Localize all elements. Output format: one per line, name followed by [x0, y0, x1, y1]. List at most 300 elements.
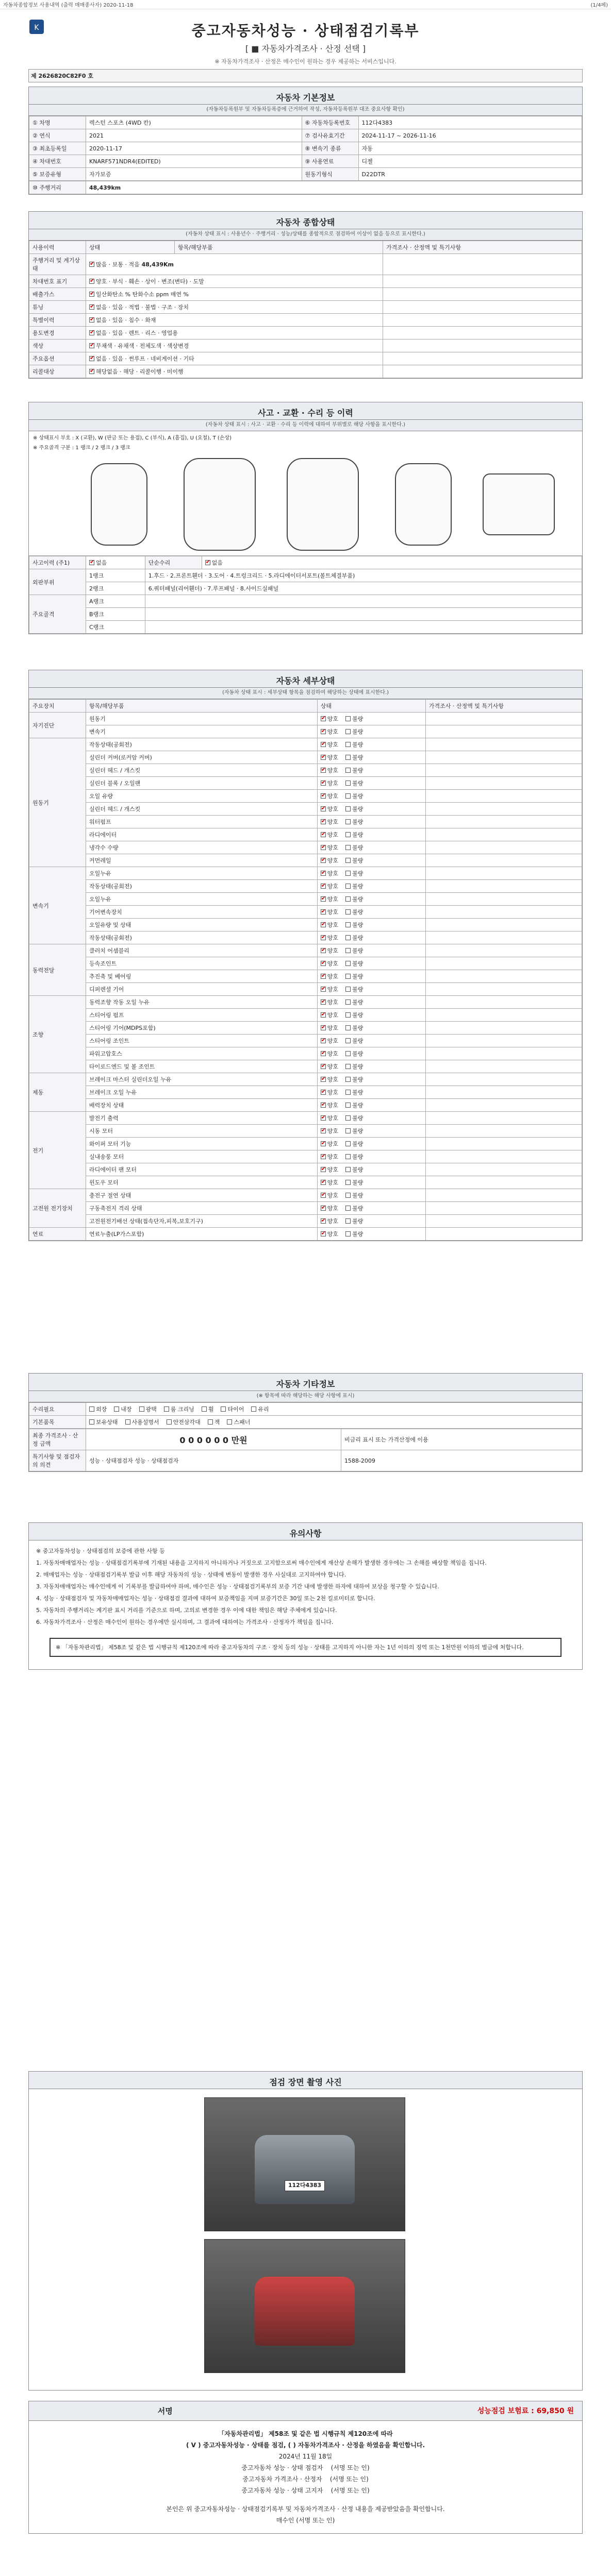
notice-paragraph: 6. 자동차가격조사 · 산정은 매수인이 원하는 경우에만 실시하며, 그 결과에 대하여는 가격조사 · 산정자가 책임을 집니다.	[36, 1619, 334, 1625]
detail-table	[29, 699, 582, 1241]
car-rear-view	[483, 473, 555, 535]
summary-note	[383, 314, 582, 327]
summary-row	[29, 352, 582, 365]
summary-value	[86, 301, 383, 314]
basic-value: 2020-11-17	[86, 142, 302, 155]
others-option	[139, 1405, 157, 1413]
state-option	[345, 882, 363, 890]
state-label: 양호	[327, 909, 339, 916]
basic-value: 112다4383	[358, 116, 582, 129]
state-label: 양호	[327, 844, 339, 851]
photos-section	[28, 2071, 583, 2391]
detail-item: 변속기	[86, 725, 318, 738]
state-label: 불량	[352, 1076, 364, 1083]
state-label: 불량	[352, 1089, 364, 1096]
detail-header: 상태	[317, 700, 425, 713]
detail-item: 스티어링 기어(MDPS포함)	[86, 1022, 318, 1035]
detail-group: 전기	[29, 1112, 86, 1189]
detail-state	[317, 1125, 425, 1138]
detail-note	[425, 816, 582, 828]
checkbox	[89, 1406, 94, 1412]
accident-section	[28, 402, 583, 634]
checkbox	[321, 806, 326, 811]
state-label: 불량	[352, 1012, 364, 1019]
basic-value: 렉스턴 스포츠 (4WD 칸)	[86, 116, 302, 129]
detail-row	[29, 816, 582, 828]
detail-state	[317, 764, 425, 777]
summary-label: 차대번호 표기	[29, 275, 86, 288]
others-option	[164, 1405, 194, 1413]
state-label: 양호	[327, 754, 339, 761]
detail-item: 실린더 블록 / 오일팬	[86, 777, 318, 790]
state-label: 양호	[327, 1141, 339, 1147]
price-table: 최종 가격조사 · 산정 금액 0 0 0 0 0 0 만원 비금리 표시 또는 가격산정에 이용 특기사항 및 점검자의 의견 성능 · 상태점검자 성능 · 상태점검자 1588-2009	[29, 1429, 582, 1471]
state-label: 양호	[327, 986, 339, 993]
checkbox	[167, 1419, 172, 1425]
detail-header: 가격조사 · 산정액 및 특기사항	[425, 700, 582, 713]
detail-item: 동력조향 작동 오일 누유	[86, 996, 318, 1009]
detail-state	[317, 957, 425, 970]
basic-info-sub: (자동차등록원부 및 자동차등록증에 근거하여 작성, 자동차등록원부 대조 중요사항 확인)	[29, 105, 582, 116]
detail-note	[425, 1163, 582, 1176]
detail-state	[317, 725, 425, 738]
state-option	[345, 831, 363, 839]
summary-label: 배출가스	[29, 288, 86, 301]
checkbox	[345, 819, 351, 824]
detail-row	[29, 1125, 582, 1138]
detail-group: 조향	[29, 996, 86, 1073]
detail-row	[29, 790, 582, 803]
summary-value	[86, 254, 383, 275]
checkbox	[321, 961, 326, 966]
detail-item: 작동상태(공회전)	[86, 738, 318, 751]
detail-item: 실린더 커버(로커암 커버)	[86, 751, 318, 764]
mileage-value: 48,439km	[86, 181, 582, 194]
state-option	[321, 1011, 338, 1019]
summary-row	[29, 340, 582, 352]
state-label: 양호	[327, 960, 339, 967]
state-label: 불량	[352, 1102, 364, 1109]
checkbox	[345, 1206, 351, 1211]
state-option	[321, 792, 338, 800]
checkbox	[345, 793, 351, 799]
state-option	[321, 1127, 338, 1135]
insurance-fee: 성능점검 보험료 : 69,850 원	[477, 2407, 574, 2415]
state-label: 불량	[352, 806, 364, 812]
state-option	[321, 818, 338, 826]
detail-row	[29, 1112, 582, 1125]
state-option	[345, 1075, 363, 1083]
summary-note	[383, 275, 582, 288]
detail-note	[425, 1150, 582, 1163]
state-option	[321, 831, 338, 839]
summary-note	[383, 288, 582, 301]
detail-state	[317, 1047, 425, 1060]
state-label: 불량	[352, 1115, 364, 1122]
checkbox	[321, 1025, 326, 1030]
state-label: 양호	[327, 1038, 339, 1044]
detail-note	[425, 970, 582, 983]
summary-title: 자동차 종합상태	[29, 212, 582, 229]
detail-state	[317, 893, 425, 906]
state-option	[321, 779, 338, 787]
others-option	[89, 1405, 107, 1413]
detail-row	[29, 828, 582, 841]
summary-row	[29, 288, 582, 301]
state-label: 불량	[352, 780, 364, 787]
detail-row	[29, 919, 582, 931]
detail-sub: (자동차 상태 표시 : 세부상태 항목을 점검하여 해당하는 상태에 표시한다.)	[29, 688, 582, 699]
state-label: 양호	[327, 1166, 339, 1173]
detail-row	[29, 1009, 582, 1022]
detail-row	[29, 803, 582, 816]
detail-note	[425, 996, 582, 1009]
notice-paragraph: 2. 매매업자는 성능 · 상태점검기록부 발급 이후 해당 자동차의 성능 · 상태에 변동이 발생한 경우 사실대로 고지하여야 합니다.	[36, 1571, 346, 1578]
checkbox	[345, 1141, 351, 1146]
detail-note	[425, 841, 582, 854]
others-row	[29, 1403, 582, 1416]
state-option	[345, 1191, 363, 1199]
state-option	[321, 946, 338, 955]
state-label: 불량	[352, 1141, 364, 1147]
summary-table	[29, 241, 582, 378]
checkbox	[345, 1038, 351, 1043]
checkbox	[321, 1103, 326, 1108]
summary-label: 튜닝	[29, 301, 86, 314]
summary-text: 없음 · 있음 · 렌트 · 리스 · 영업용	[96, 330, 178, 336]
detail-group: 변속기	[29, 867, 86, 944]
summary-value	[86, 275, 383, 288]
state-option	[345, 1153, 363, 1161]
detail-item: 실내송풍 모터	[86, 1150, 318, 1163]
checkbox	[345, 781, 351, 786]
state-option	[345, 727, 363, 736]
state-label: 불량	[352, 909, 364, 916]
state-option	[321, 740, 338, 749]
state-option	[345, 843, 363, 852]
detail-row	[29, 1189, 582, 1202]
detail-state	[317, 854, 425, 867]
summary-row	[29, 327, 582, 340]
others-option	[227, 1418, 250, 1426]
checkbox	[89, 292, 94, 297]
detail-row	[29, 931, 582, 944]
others-label: 사용설명서	[131, 1419, 159, 1426]
basic-value: 2024-11-17 ~ 2026-11-16	[358, 129, 582, 142]
notice-paragraph: ※ 중고자동차성능 · 상태점검의 보증에 관한 사항 등	[36, 1548, 165, 1554]
basic-row	[29, 168, 582, 181]
state-label: 양호	[327, 1050, 339, 1057]
state-label: 양호	[327, 767, 339, 774]
detail-item: 추진축 및 베어링	[86, 970, 318, 983]
state-label: 양호	[327, 1128, 339, 1134]
others-label: 안전삼각대	[173, 1419, 201, 1426]
notice-paragraph: 4. 성능 · 상태점검자 및 자동차매매업자는 성능 · 상태점검 결과에 대하여 보증책임을 지며 보증기간은 30일 또는 2천 킬로미터로 합니다.	[36, 1595, 375, 1602]
print-header	[0, 0, 611, 9]
state-option	[345, 1062, 363, 1071]
state-option	[321, 869, 338, 877]
state-label: 양호	[327, 819, 339, 825]
detail-note	[425, 1125, 582, 1138]
detail-state	[317, 931, 425, 944]
checkbox	[321, 1090, 326, 1095]
print-header-left: 자동차종합정보 사용내역 (출력 매매종사자) 2020-11-18	[3, 3, 134, 8]
state-option	[345, 1165, 363, 1174]
summary-text: 일산화탄소 % 탄화수소 ppm 매연 %	[96, 291, 189, 298]
detail-note	[425, 1138, 582, 1150]
checkbox	[321, 781, 326, 786]
detail-note	[425, 919, 582, 931]
basic-row	[29, 142, 582, 155]
checkbox	[345, 871, 351, 876]
detail-state	[317, 1035, 425, 1047]
checkbox	[321, 1206, 326, 1211]
detail-row	[29, 1215, 582, 1228]
checkbox	[89, 262, 94, 267]
detail-row	[29, 906, 582, 919]
checkbox	[345, 806, 351, 811]
checkbox	[89, 356, 94, 361]
detail-item: 브레이크 오일 누유	[86, 1086, 318, 1099]
state-option	[345, 740, 363, 749]
detail-note	[425, 944, 582, 957]
state-option	[345, 1204, 363, 1212]
checkbox	[345, 1193, 351, 1198]
detail-state	[317, 777, 425, 790]
others-option	[114, 1405, 131, 1413]
detail-note	[425, 1202, 582, 1215]
basic-row	[29, 129, 582, 142]
summary-value	[86, 288, 383, 301]
checkbox	[345, 1115, 351, 1121]
detail-row	[29, 1035, 582, 1047]
detail-item: 윈도우 모터	[86, 1176, 318, 1189]
others-label: 휠	[208, 1406, 214, 1413]
basic-key: ① 차명	[29, 116, 86, 129]
detail-group: 자기진단	[29, 713, 86, 738]
state-option	[345, 998, 363, 1006]
detail-note	[425, 906, 582, 919]
state-label: 불량	[352, 1192, 364, 1199]
state-option	[321, 921, 338, 929]
state-label: 불량	[352, 870, 364, 877]
checkbox	[125, 1419, 130, 1425]
state-option	[321, 998, 338, 1006]
detail-row	[29, 764, 582, 777]
checkbox	[321, 768, 326, 773]
detail-note	[425, 1073, 582, 1086]
checkbox	[321, 1128, 326, 1133]
checkbox	[208, 1419, 213, 1425]
detail-item: 원동기	[86, 713, 318, 725]
svg-text:K: K	[34, 24, 39, 32]
summary-label: 용도변경	[29, 327, 86, 340]
accident-legend: ※ 상태표시 부호 : X (교환), W (판금 또는 용접), C (부식), A (흠집), U (요철), T (손상)	[33, 435, 232, 441]
detail-note	[425, 1112, 582, 1125]
state-label: 불량	[352, 1179, 364, 1186]
checkbox	[345, 1218, 351, 1224]
state-option	[321, 1075, 338, 1083]
others-option	[167, 1418, 201, 1426]
state-option	[321, 753, 338, 761]
basic-value: D22DTR	[358, 168, 582, 181]
others-option	[89, 1418, 118, 1426]
state-option	[321, 1140, 338, 1148]
detail-item: 라디에이터 팬 모터	[86, 1163, 318, 1176]
checkbox	[139, 1406, 144, 1412]
summary-header: 가격조사 · 산정액 및 특기사항	[383, 241, 582, 254]
state-option	[345, 805, 363, 813]
detail-note	[425, 1215, 582, 1228]
detail-state	[317, 1138, 425, 1150]
state-label: 불량	[352, 1205, 364, 1212]
others-label: 내장	[121, 1406, 132, 1413]
detail-row	[29, 1176, 582, 1189]
state-option	[345, 972, 363, 980]
detail-state	[317, 1150, 425, 1163]
state-label: 양호	[327, 883, 339, 890]
state-option	[345, 856, 363, 865]
buyer-sign: 매수인 (서명 또는 인)	[276, 2517, 335, 2524]
state-option	[321, 1178, 338, 1187]
state-option	[345, 869, 363, 877]
detail-state	[317, 828, 425, 841]
summary-section	[28, 211, 583, 379]
others-title: 자동차 기타정보	[29, 1374, 582, 1391]
summary-text: 무채색 · 유채색 · 전체도색 · 색상변경	[96, 343, 189, 349]
checkbox	[321, 819, 326, 824]
summary-header: 상태	[86, 241, 175, 254]
checkbox	[345, 1064, 351, 1069]
state-option	[321, 856, 338, 865]
state-label: 양호	[327, 1089, 339, 1096]
detail-item: 충전구 절연 상태	[86, 1189, 318, 1202]
state-option	[321, 934, 338, 942]
state-label: 양호	[327, 999, 339, 1006]
summary-label: 주행거리 및 계기상태	[29, 254, 86, 275]
others-option	[125, 1418, 159, 1426]
checkbox	[345, 1012, 351, 1018]
mileage-table	[29, 181, 582, 194]
state-option	[321, 843, 338, 852]
car-frame-view	[287, 458, 359, 551]
state-option	[345, 908, 363, 916]
checkbox	[345, 935, 351, 940]
basic-info-table	[29, 116, 582, 181]
state-option	[345, 1049, 363, 1058]
summary-sub: (자동차 상태 표시 : 사용년수 · 주행거리 · 성능/상태를 종합적으로 점검하여 이상이 없음 등으로 표시한다.)	[29, 229, 582, 241]
checkbox	[321, 832, 326, 837]
summary-text: 없음 · 있음 · 침수 · 화재	[96, 317, 156, 324]
checkbox	[345, 716, 351, 721]
checkbox	[227, 1419, 232, 1425]
checkbox	[345, 987, 351, 992]
state-option	[321, 1101, 338, 1109]
detail-item: 와이퍼 모터 기능	[86, 1138, 318, 1150]
basic-key: ⑨ 사용연료	[302, 155, 358, 168]
checkbox	[321, 716, 326, 721]
rear-photo	[204, 2239, 405, 2373]
state-option	[321, 959, 338, 968]
summary-row	[29, 314, 582, 327]
basic-value: 2021	[86, 129, 302, 142]
detail-note	[425, 1086, 582, 1099]
detail-note	[425, 1035, 582, 1047]
checkbox	[321, 1154, 326, 1159]
detail-state	[317, 816, 425, 828]
detail-state	[317, 983, 425, 996]
summary-label: 주요옵션	[29, 352, 86, 365]
state-option	[345, 1127, 363, 1135]
phone-number: 1588-2009	[341, 1450, 582, 1471]
detail-item: 시동 모터	[86, 1125, 318, 1138]
checkbox	[345, 1090, 351, 1095]
state-label: 양호	[327, 1025, 339, 1031]
checkbox	[321, 1115, 326, 1121]
detail-row	[29, 1228, 582, 1241]
state-option	[345, 1217, 363, 1225]
checkbox	[345, 1180, 351, 1185]
checkbox	[321, 1064, 326, 1069]
detail-item: 오일누유	[86, 867, 318, 880]
summary-mileage: 48,439Km	[139, 261, 174, 268]
state-label: 양호	[327, 1218, 339, 1225]
document-number: 제 2626820C82F0 호	[28, 69, 583, 82]
others-values	[86, 1403, 582, 1416]
notice-title: 유의사항	[29, 1523, 582, 1540]
detail-row	[29, 893, 582, 906]
state-option	[345, 1140, 363, 1148]
state-label: 불량	[352, 999, 364, 1006]
summary-text: 양호 · 부식 · 훼손 · 상이 · 변조(변타) · 도말	[96, 278, 204, 285]
detail-row	[29, 983, 582, 996]
checkbox	[89, 304, 94, 310]
state-option	[345, 1230, 363, 1238]
summary-label: 특별이력	[29, 314, 86, 327]
detail-state	[317, 713, 425, 725]
detail-group: 고전원 전기장치	[29, 1189, 86, 1228]
state-label: 불량	[352, 896, 364, 903]
state-label: 불량	[352, 741, 364, 748]
checkbox	[321, 974, 326, 979]
basic-key: ⑥ 자동차등록번호	[302, 116, 358, 129]
summary-text: 없음 · 있음 · 적법 · 불법 · 구조 · 장치	[96, 304, 189, 311]
detail-state	[317, 944, 425, 957]
detail-item: 고전원전기배선 상태(접속단자,피복,보호기구)	[86, 1215, 318, 1228]
summary-row	[29, 365, 582, 378]
state-option	[321, 895, 338, 903]
checkbox	[321, 1167, 326, 1172]
detail-note	[425, 1176, 582, 1189]
sign-title: 서명	[157, 2406, 173, 2416]
state-option	[321, 1191, 338, 1199]
state-option	[321, 972, 338, 980]
photos-title: 점검 장면 촬영 사진	[29, 2072, 582, 2089]
detail-note	[425, 1228, 582, 1241]
checkbox	[321, 871, 326, 876]
detail-state	[317, 1099, 425, 1112]
detail-item: 브레이크 마스터 실린더오일 누유	[86, 1073, 318, 1086]
others-label: 외장	[96, 1406, 107, 1413]
car-left-view	[91, 463, 147, 546]
accident-title: 사고 · 교환 · 수리 등 이력	[29, 402, 582, 420]
detail-state	[317, 970, 425, 983]
state-label: 불량	[352, 986, 364, 993]
sign-date: 2024년 11월 18일	[278, 2453, 333, 2460]
state-option	[321, 1062, 338, 1071]
checkbox	[321, 858, 326, 863]
detail-row	[29, 996, 582, 1009]
